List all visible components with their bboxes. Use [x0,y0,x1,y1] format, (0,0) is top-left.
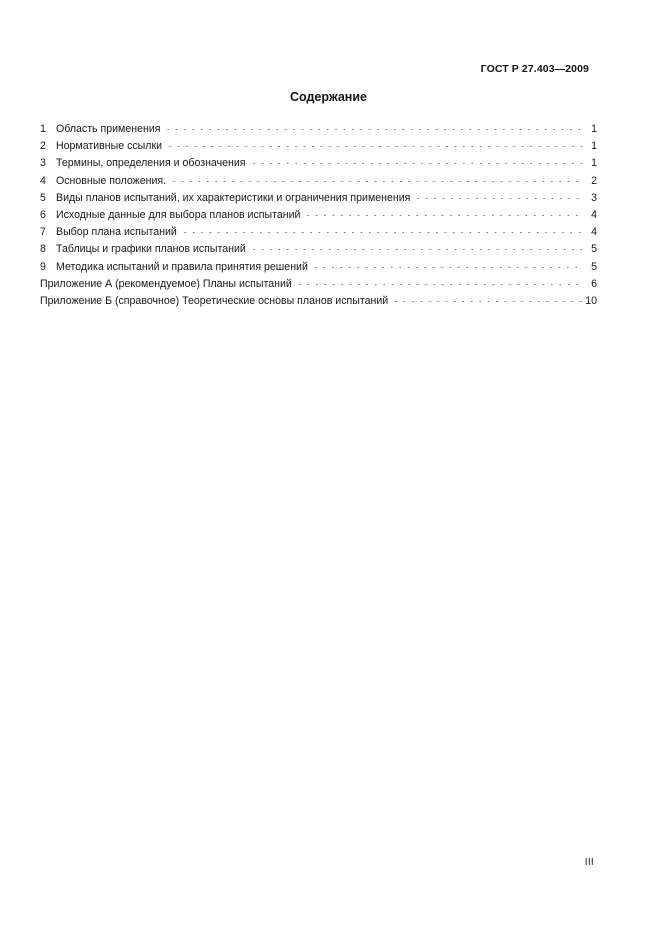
page-title-text: Содержание [289,90,367,104]
table-of-contents [40,121,597,310]
toc-entry-page-number: 1 [591,157,597,170]
toc-dot-leader [414,190,582,201]
toc-entry-label: Таблицы и графики планов испытаний [56,243,246,256]
page-title [0,90,661,104]
toc-entry-number: 2 [40,140,46,153]
toc-entry-number: 4 [40,174,46,187]
toc-entry[interactable] [40,121,597,138]
toc-entry-label: Методика испытаний и правила принятия решений [56,260,308,273]
toc-dot-leader [166,138,582,149]
toc-dot-leader [181,224,582,235]
toc-entry-page-number: 10 [585,294,597,307]
toc-entry-label: Виды планов испытаний, их характеристики и ограничения применения [56,191,411,204]
toc-entry-number: 3 [40,157,46,170]
toc-entry[interactable] [40,207,597,224]
toc-entry[interactable] [40,224,597,241]
toc-entry-label: Термины, определения и обозначения [56,157,246,170]
toc-entry[interactable] [40,276,597,293]
toc-dot-leader [164,121,582,132]
toc-entry-label: Приложение Б (справочное) Теоретические основы планов испытаний [40,294,389,307]
toc-entry-number: 8 [40,243,46,256]
toc-entry-label: Область применения [56,123,161,135]
running-header: ГОСТ Р 27.403—2009 [480,63,589,75]
toc-entry-label: Нормативные ссылки [56,140,163,153]
toc-entry-page-number: 1 [591,123,597,135]
toc-entry-number: 9 [40,260,46,273]
page-folio: III [584,857,594,868]
toc-entry-label: Выбор плана испытаний [56,226,177,239]
toc-dot-leader [170,173,582,184]
toc-entry[interactable] [40,293,597,310]
toc-entry[interactable] [40,173,597,190]
toc-entry-page-number: 1 [591,140,597,153]
toc-dot-leader [392,293,582,304]
toc-entry-page-number: 4 [591,208,597,221]
toc-entry-page-number: 5 [591,243,597,256]
toc-dot-leader [250,155,582,166]
toc-entry-page-number: 2 [591,174,597,187]
toc-dot-leader [250,241,582,252]
toc-dot-leader [296,276,582,287]
toc-entry[interactable] [40,155,597,172]
toc-entry-label: Основные положения. [56,174,167,187]
toc-entry[interactable] [40,190,597,207]
toc-entry-page-number: 4 [591,226,597,239]
toc-entry-number: 6 [40,208,46,221]
toc-entry-number: 5 [40,191,46,204]
toc-entry-number: 7 [40,226,46,239]
toc-entry-number: 1 [40,123,46,135]
toc-dot-leader [312,259,582,270]
toc-entry-page-number: 5 [591,260,597,273]
toc-entry-page-number: 3 [591,191,597,204]
toc-entry-page-number: 6 [591,277,597,290]
toc-entry[interactable] [40,241,597,258]
toc-entry-label: Приложение А (рекомендуемое) Планы испытаний [40,277,292,290]
toc-dot-leader [304,207,582,218]
toc-entry[interactable] [40,259,597,276]
toc-entry[interactable] [40,138,597,155]
toc-entry-label: Исходные данные для выбора планов испытаний [56,208,301,221]
